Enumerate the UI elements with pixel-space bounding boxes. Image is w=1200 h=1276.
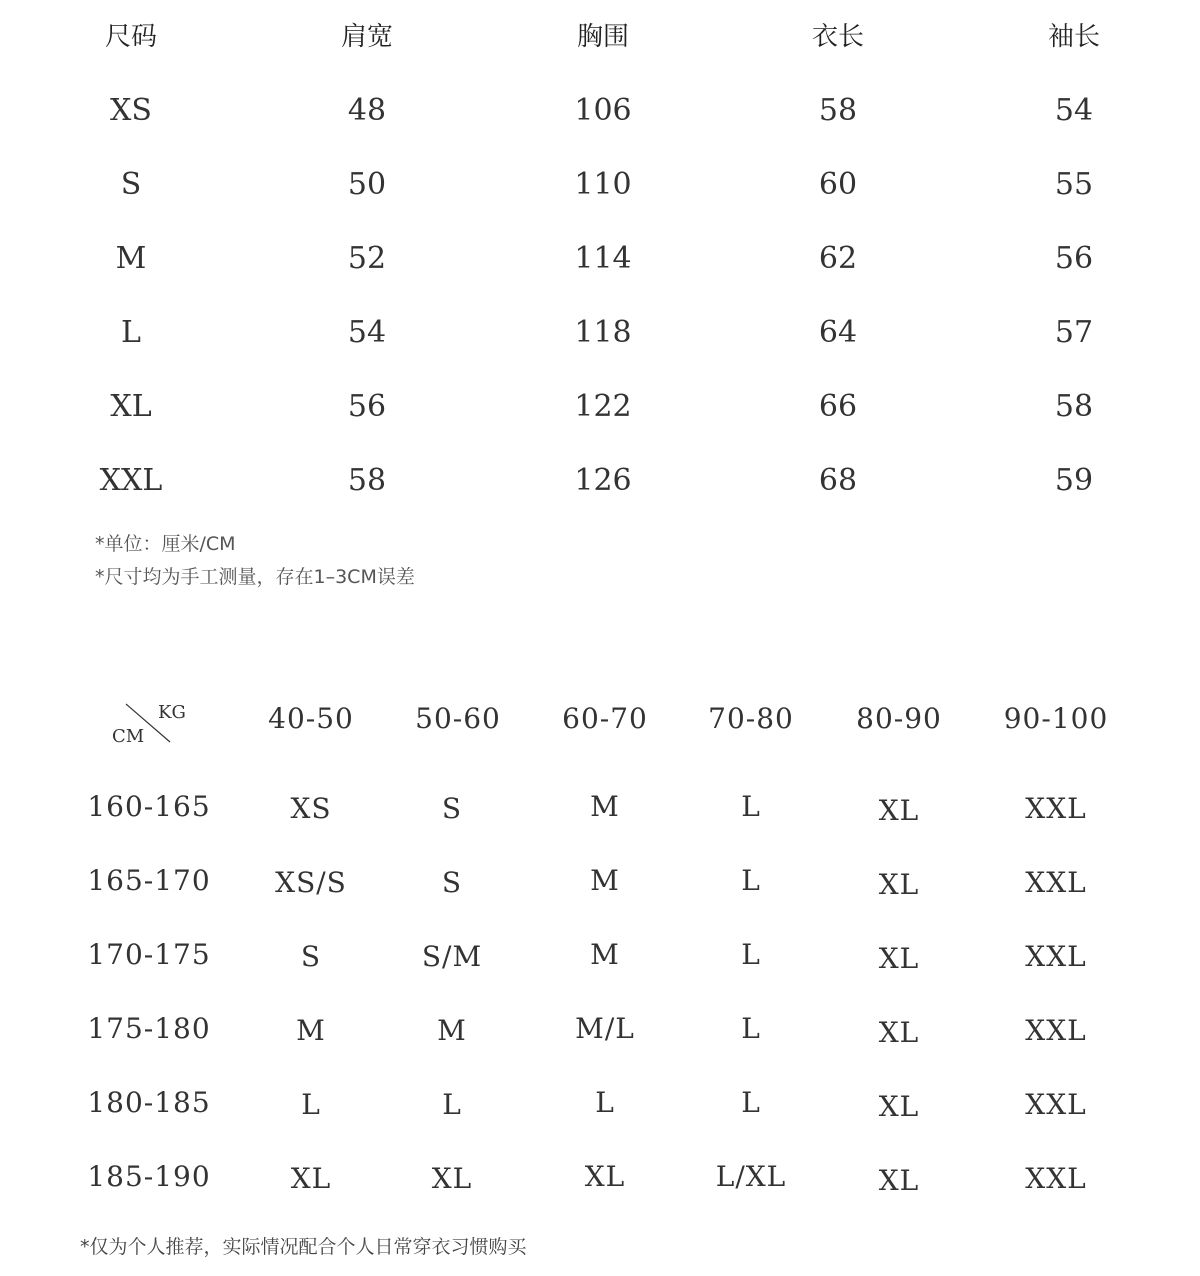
table-cell: 60 <box>818 167 858 202</box>
size-cell: XXL <box>1025 1088 1087 1121</box>
table-cell: 58 <box>1054 389 1094 424</box>
size-cell: L <box>741 864 761 897</box>
table-cell: 50 <box>347 167 387 202</box>
table-cell: XS <box>110 93 152 128</box>
size-cell: M/L <box>575 1012 635 1045</box>
table-cell: 54 <box>1054 93 1094 128</box>
table-cell: 66 <box>818 389 858 424</box>
header-length: 衣长 <box>811 22 865 52</box>
measurement-error-note: *尺寸均为手工测量，存在1–3CM误差 <box>95 566 415 588</box>
table-cell: 57 <box>1054 315 1094 350</box>
weight-header: 40-50 <box>268 702 354 735</box>
size-cell: XL <box>431 1162 473 1195</box>
table-cell: 58 <box>818 93 858 128</box>
table-cell: L <box>121 315 141 350</box>
size-cell: XXL <box>1025 940 1087 973</box>
unit-note: *单位：厘米/CM <box>95 533 236 555</box>
table-cell: 114 <box>574 241 632 276</box>
size-cell: XL <box>584 1160 626 1193</box>
table-cell: 122 <box>574 389 632 424</box>
size-cell: XXL <box>1025 792 1087 825</box>
height-axis-label: CM <box>112 726 145 747</box>
height-label: 165-170 <box>87 864 211 897</box>
size-cell: L <box>442 1088 462 1121</box>
size-cell: XL <box>878 1090 920 1123</box>
size-cell: L <box>741 1012 761 1045</box>
table-cell: 106 <box>574 93 632 128</box>
weight-header: 90-100 <box>1003 702 1109 735</box>
table-cell: 110 <box>574 167 632 202</box>
table-cell: 59 <box>1054 463 1094 498</box>
height-label: 175-180 <box>87 1012 211 1045</box>
table-cell: 118 <box>574 315 632 350</box>
size-cell: L <box>741 938 761 971</box>
table-cell: 126 <box>574 463 632 498</box>
size-cell: XL <box>878 942 920 975</box>
size-cell: S <box>441 792 463 825</box>
header-shoulder: 肩宽 <box>340 22 394 52</box>
table-cell: 55 <box>1054 167 1094 202</box>
size-cell: XL <box>878 794 920 827</box>
size-cell: XL <box>878 868 920 901</box>
table-cell: 48 <box>347 93 387 128</box>
weight-header: 80-90 <box>856 702 942 735</box>
size-cell: M <box>590 790 620 823</box>
height-label: 160-165 <box>87 790 211 823</box>
height-label: 185-190 <box>87 1160 211 1193</box>
table-cell: 58 <box>347 463 387 498</box>
size-cell: M <box>437 1014 467 1047</box>
size-cell: XXL <box>1025 1162 1087 1195</box>
weight-header: 70-80 <box>708 702 794 735</box>
size-cell: L <box>741 1086 761 1119</box>
table-cell: M <box>115 241 147 276</box>
corner-header <box>108 700 192 750</box>
size-cell: L <box>301 1088 321 1121</box>
size-cell: XL <box>878 1164 920 1197</box>
header-sleeve: 袖长 <box>1047 22 1101 52</box>
size-cell: L <box>741 790 761 823</box>
table-cell: 56 <box>1054 241 1094 276</box>
height-label: 180-185 <box>87 1086 211 1119</box>
size-cell: M <box>296 1014 326 1047</box>
size-cell: L <box>595 1086 615 1119</box>
height-label: 170-175 <box>87 938 211 971</box>
weight-header: 50-60 <box>415 702 501 735</box>
table-cell: 64 <box>818 315 858 350</box>
size-cell: L/XL <box>715 1160 787 1193</box>
table-cell: XXL <box>99 463 163 498</box>
table-cell: S <box>120 167 142 202</box>
weight-axis-label: KG <box>158 702 186 723</box>
size-cell: XL <box>290 1162 332 1195</box>
size-cell: S <box>300 940 322 973</box>
size-cell: XXL <box>1025 1014 1087 1047</box>
size-cell: S <box>441 866 463 899</box>
table-cell: XL <box>110 389 152 424</box>
size-cell: XXL <box>1025 866 1087 899</box>
size-cell: M <box>590 938 620 971</box>
size-cell: XS <box>290 792 332 825</box>
table-cell: 68 <box>818 463 858 498</box>
size-cell: S/M <box>421 940 483 973</box>
header-size: 尺码 <box>104 22 158 52</box>
table-cell: 52 <box>347 241 387 276</box>
size-cell: XL <box>878 1016 920 1049</box>
table-cell: 62 <box>818 241 858 276</box>
size-cell: XS/S <box>275 866 347 899</box>
size-cell: M <box>590 864 620 897</box>
recommendation-note: *仅为个人推荐，实际情况配合个人日常穿衣习惯购买 <box>80 1236 527 1258</box>
header-chest: 胸围 <box>576 22 630 52</box>
table-cell: 54 <box>347 315 387 350</box>
weight-header: 60-70 <box>562 702 648 735</box>
table-cell: 56 <box>347 389 387 424</box>
